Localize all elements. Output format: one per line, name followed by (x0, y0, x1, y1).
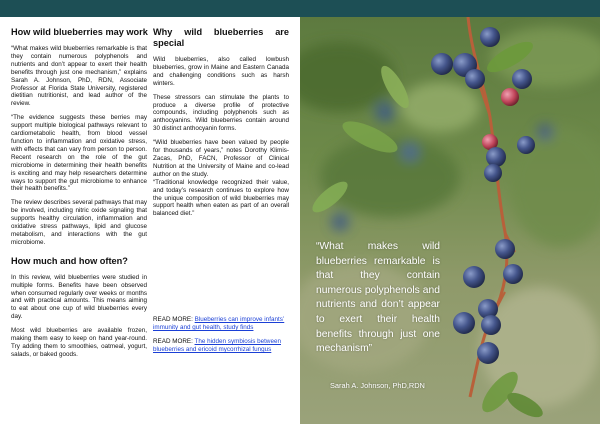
blueberry-photo (300, 17, 600, 424)
quote-attribution: Sarah A. Johnson, PhD,RDN (330, 381, 425, 390)
pull-quote: “What makes wild blueberries remarkable is that they contain numerous polyphenols and nutrients and don’t appear to exert their health benefits through just one mechanism” (316, 241, 440, 355)
article-column-left (11, 27, 147, 365)
paragraph: “Wild blueberries have been valued by people for thousands of years,” notes Dorothy Klimis-Zacas, PhD, FACN, Professor of Clinical Nutrition at the University of Maine and co-lead author on the study. (153, 139, 289, 178)
read-more-item (153, 338, 289, 354)
paragraph: The review describes several pathways that may be involved, including nitric oxide signaling that supports healthy circulation, inflammation and oxidative stress pathways, lipid and glucose metabolism, and interactions with the gut microbiome. (11, 199, 147, 246)
section-heading-how-much: How much and how often? (11, 255, 128, 266)
paragraph: Most wild blueberries are available frozen, making them easy to keep on hand year-round. Try adding them to smoothies, oatmeal, yogurt, salads, or baked goods. (11, 327, 147, 358)
top-banner (0, 0, 600, 17)
blueberry-branch-image (300, 17, 600, 424)
paragraph: “Traditional knowledge recognized their value, and today’s research continues to explore how the unique composition of wild blueberries may support health when eaten as part of an overall balanced diet.” (153, 178, 289, 218)
read-more-link-mycorrhizal-fungus[interactable]: The hidden symbiosis between blueberries and ericoid mycorrhizal fungus (153, 338, 281, 353)
paragraph: “The evidence suggests these berries may support multiple biological pathways relevant to cardiometabolic health, from blood vessel function to inflammation and oxidative stress, with effects that can vary from person to person. Recent research on the role of the gut microbiome in determining their health benefits is exciting and may help researchers determine ways to support the gut microbiome to enhance their health benefits.” (11, 114, 147, 193)
paragraph: “What makes wild blueberries remarkable is that they contain numerous polyphenols and nutrients and don’t appear to exert their health benefits through just one mechanism,” explains Sarah A. Johnson, PhD, RDN, Associate Professor at Florida State University, registered dietitian nutritionist, and lead author of the review. (11, 45, 147, 108)
read-more-prefix: READ MORE: (153, 338, 195, 346)
read-more-link-infant-immunity[interactable]: Blueberries can improve infants’ immunity and gut health, study finds (153, 316, 285, 332)
read-more-prefix: READ MORE: (153, 316, 195, 324)
section-heading-how-it-works: How wild blueberries may work (11, 27, 148, 37)
paragraph: Wild blueberries, also called lowbush blueberries, grow in Maine and Eastern Canada and challenging conditions such as harsh winters. (153, 56, 289, 87)
paragraph: These stressors can stimulate the plants to produce a diverse profile of protective compounds, including polyphenols such as anthocyanins. Wild blueberries contain around 30 distinct anthocyanin forms. (153, 93, 289, 133)
read-more-item (153, 316, 289, 332)
section-heading-why-special: Why wild blueberries are special (153, 27, 289, 48)
paragraph: In this review, wild blueberries were studied in multiple forms. Benefits have been observed when consumed regularly over weeks or months and with practical amounts. This means aiming to eat about one cup of wild blueberries every day. (11, 273, 147, 321)
article-column-middle (153, 27, 289, 360)
